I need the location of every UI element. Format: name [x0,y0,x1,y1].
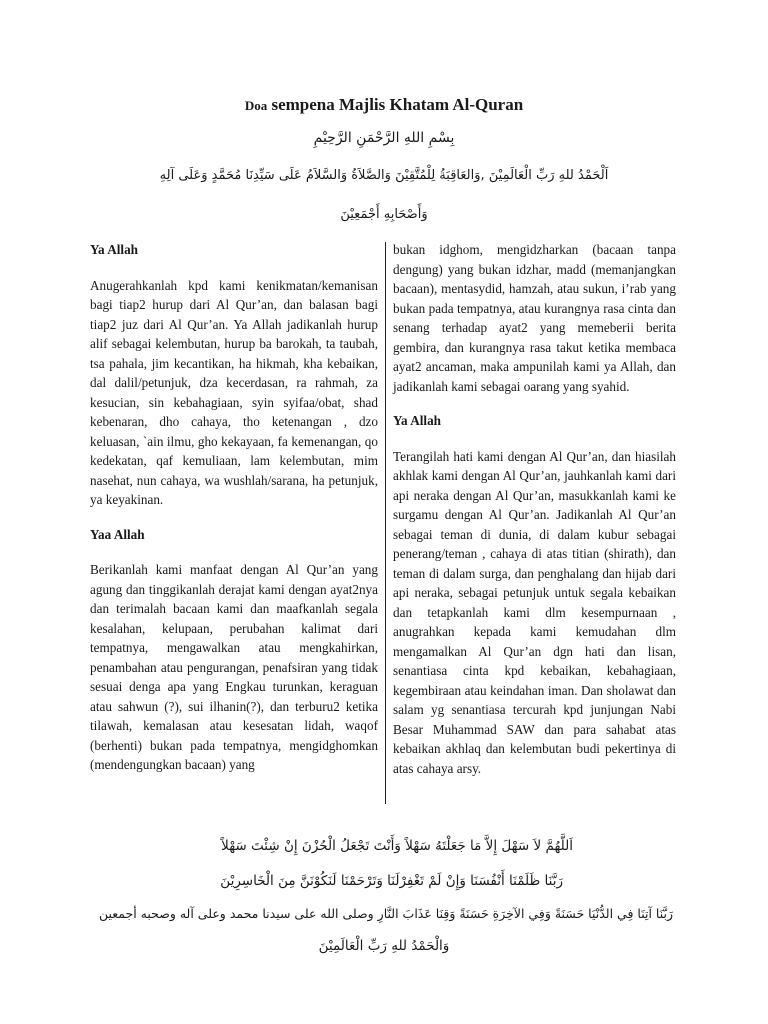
paragraph-berikanlah: Berikanlah kami manfaat dengan Al Qur’an yang agung dan tinggikanlah derajat kami dengan ayat2nya dan terimalah bacaan kami dan maafkanlah segala kesalahan, kelupaan, perubahan kalimat dari tempatnya, mengawalkan atau mengkahirkan, penambahan atau pengurangan, penafsiran yang tidak sesuai denga apa yang Engkau turunkan, keraguan atau sahwun (?), sui ilhanin(?), dan terburu2 ketika tilawah, kemalasan atau kesesatan lidah, waqof (berhenti) bukan pada tempatnya, mengidghomkan (mendengungkan bacaan) yang [90,562,378,772]
paragraph-terangilah: Terangilah hati kami dengan Al Qur’an, dan hiasilah akhlak kami dengan Al Qur’an, jauhkanlah kami dari api neraka dengan Al Qur’an, masukkanlah kami ke surgamu dengan Al Qur’an. Jadikanlah Al Qur’an sebagai teman di dunia, di dalam kubur sebagai penerang/teman , cahaya di atas titian (shirath), dan teman di dalam surga, dan penghalang dan hijab dari api neraka, sebagai petunjuk untuk segala kebaikan dan tetapkanlah kami dlm kesempurnaan , anugrahkan kepada kami kemudahan dlm mengamalkan Al Qur’an dgn hati dan lisan, senantiasa cinta kpd kebaikan, kebahagiaan, kegembiraan atau keindahan iman. Dan sholawat dan salam yg senantiasa tercurah kpd junjungan Nabi Besar Muhammad SAW dan para sahabat atas kebaikan akhlaq dan kelembutan budi pekertinya di atas cahaya arsy. [393,448,676,776]
opening-ashab: وَأَصْحَابِهِ أَجْمَعِيْنَ [340,207,428,222]
title-prefix: Doa [244,98,268,113]
right-column [393,240,676,778]
closing-dua-line-3: رَبَّنَا آتِنَا فِي الدُّنْيَا حَسَنَةً وَفِي الآخِرَةِ حَسَنَةً وَقِنَا عَذَابَ النَّارِ وصلى الله على سيدنا محمد وعلى آله وصحبه أجمعين [98,906,673,921]
closing-dua-line-1: اَللَّهُمَّ لاَ سَهْلَ إِلاَّ مَا جَعَلْتَهُ سَهْلاً وَأَنْتَ تَجْعَلُ الْحُزْنَ إِنْ شِئْتَ سَهْلاً [221,838,573,854]
section-heading-yaa-allah: Yaa Allah [90,526,145,542]
paragraph-continued: bukan idghom, mengidzharkan (bacaan tanpa dengung) yang bukan idzhar, madd (memanjangkan bacaan), mentasydid, hamzah, atau sukun, i’rab yang bukan pada tempatnya, atau kurangnya rasa cinta dan senang terhadap ayat2 yang memeberii berita gembira, dan kurangnya rasa takut ketika membaca ayat2 ancaman, maka ampunilah kami ya Allah, dan jadikanlah kami sebagai oarang yang syahid. [393,242,676,394]
left-column [90,240,378,775]
basmalah: بِسْمِ اللهِ الرَّحْمَنِ الرَّحِيْمِ [313,130,455,146]
section-heading-ya-allah-2: Ya Allah [393,413,442,428]
section-heading-ya-allah-1: Ya Allah [90,242,139,257]
closing-hamdalah: وَالْحَمْدُ للهِ رَبِّ الْعَالَمِيْنَ [318,938,450,954]
paragraph-anugerahkanlah: Anugerahkanlah kpd kami kenikmatan/kemanisan bagi tiap2 hurup dari Al Qur’an, dan balasan bagi tiap2 juz dari Al Qur’an. Ya Allah jadikanlah hurup alif sebagai kelembutan, hurup ba barokah, ta taubah, tsa pahala, jim kecantikan, ha hikmah, kha kebaikan, dal dalil/petunjuk, dza kecerdasan, ra rahmah, za kesucian, sin kebahagiaan, syin syifaa/obat, shad kebenaran, dho cahaya, tho ketenangan , dzo keluasan, `ain ilmu, gho kekayaan, fa kemenangan, qo kedekatan, qaf kemuliaan, lam kelembutan, mim nasehat, nun cahaya, wa wushlah/sarana, ha petunjuk, ya keyakinan. [90,277,378,507]
document-title [0,95,768,115]
column-divider [385,242,386,804]
title-rest: sempena Majlis Khatam Al-Quran [267,95,524,114]
opening-hamdalah: اَلْحَمْدُ للهِ رَبِّ الْعَالَمِيْنَ ,وَالعَاقِبَةُ لِلْمُتَّقِيْنَ وَالصَّلاَةُ وَالسَّلاَمُ عَلَى سَيِّدِنَا مُحَمَّدٍ وَعَلَى آلِهِ [159,168,609,183]
closing-dua-line-2: رَبَّنَا ظَلَمْنَا أَنْفُسَنَا وَإِنْ لَمْ تَغْفِرْلَنَا وَتَرْحَمْنَا لَنَكُوْنَنَّ مِنَ الْخَاسِرِيْنَ [220,873,563,889]
